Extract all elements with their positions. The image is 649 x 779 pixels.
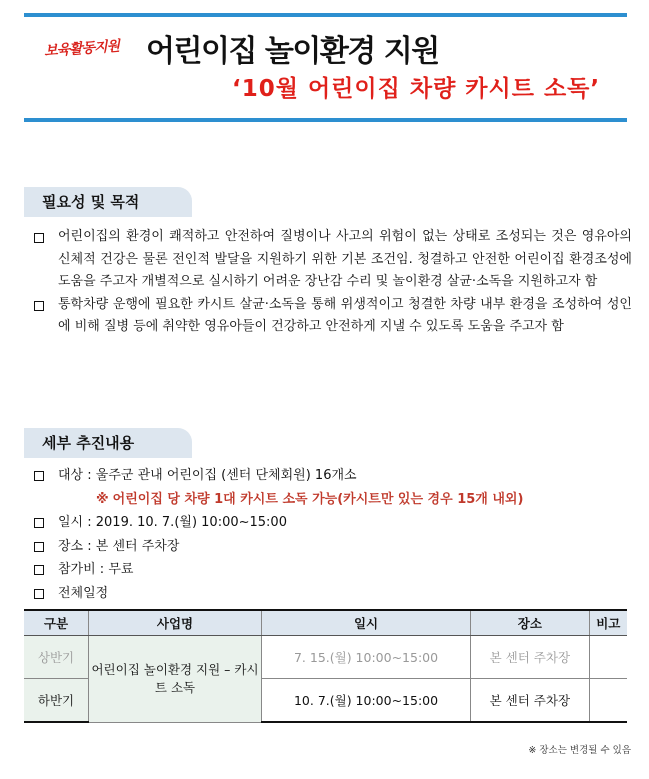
purpose-list (34, 226, 632, 339)
square-bullet-icon (34, 565, 44, 575)
list-item (34, 294, 632, 339)
note-item (34, 488, 523, 512)
brand-logo-text: 보육활동지원 (43, 38, 120, 60)
top-divider (24, 13, 627, 17)
footnote: ※ 장소는 변경될 수 있음 (528, 745, 631, 756)
page-subtitle: ‘10월 어린이집 차량 카시트 소독’ (232, 76, 601, 102)
table-row (24, 636, 627, 679)
square-bullet-icon (34, 589, 44, 599)
place-cell: 본 센터 주차장 (471, 679, 590, 723)
fee-text: 참가비 : 무료 (58, 562, 134, 577)
target-text: 대상 : 울주군 관내 어린이집 (센터 단체회원) 16개소 (58, 468, 357, 483)
datetime-cell: 7. 15.(월) 10:00~15:00 (262, 636, 471, 679)
column-header: 일시 (262, 610, 471, 636)
date-text: 일시 : 2019. 10. 7.(월) 10:00~15:00 (58, 515, 287, 530)
section-heading-purpose: 필요성 및 목적 (24, 187, 192, 217)
list-item (34, 511, 523, 535)
list-item (34, 226, 632, 294)
schedule-table (24, 609, 627, 723)
square-bullet-icon (34, 542, 44, 552)
square-bullet-icon (34, 233, 44, 243)
list-item-text: 어린이집의 환경이 쾌적하고 안전하여 질병이나 사고의 위험이 없는 상태로 조성되는 것은 영유아의 신체적 건강은 물론 전인적 발달을 지원하기 위한 기본 조건임. 청결하고 안전한 어린이집 환경조성에 도움을 주고자 개별적으로 실시하기 어려운 장난감 수리 및 놀이환경 살균·소독을 지원하고자 함 (58, 229, 632, 289)
section-heading-details: 세부 추진내용 (24, 428, 192, 458)
period-cell: 상반기 (24, 636, 89, 679)
header-divider (24, 118, 627, 122)
list-item (34, 558, 523, 582)
place-text: 장소 : 본 센터 주차장 (58, 538, 180, 554)
details-list (34, 464, 523, 605)
place-cell: 본 센터 주차장 (471, 636, 590, 679)
square-bullet-icon (34, 471, 44, 481)
list-item (34, 464, 523, 488)
square-bullet-icon (34, 518, 44, 528)
datetime-cell: 10. 7.(월) 10:00~15:00 (262, 679, 471, 723)
page-title: 어린이집 놀이환경 지원 (146, 34, 439, 69)
list-item (34, 535, 523, 559)
list-item (34, 582, 523, 606)
note-cell (589, 679, 627, 723)
period-cell: 하반기 (24, 679, 89, 723)
square-bullet-icon (34, 301, 44, 311)
note-text: 어린이집 당 차량 1대 카시트 소독 가능(카시트만 있는 경우 15개 내외) (112, 491, 524, 507)
project-cell: 어린이집 놀이환경 지원 – 카시트 소독 (89, 636, 262, 723)
list-item-text: 통학차량 운행에 필요한 카시트 살균·소독을 통해 위생적이고 청결한 차량 내부 환경을 조성하여 성인에 비해 질병 등에 취약한 영유아들이 건강하고 안전하게 지낼 수 있도록 도움을 주고자 함 (58, 296, 632, 334)
schedule-text: 전체일정 (58, 585, 109, 601)
column-header: 비고 (589, 610, 627, 636)
column-header: 구분 (24, 610, 89, 636)
column-header: 장소 (471, 610, 590, 636)
table-header-row (24, 610, 627, 636)
note-mark-icon: ※ (96, 491, 109, 507)
note-cell (589, 636, 627, 679)
column-header: 사업명 (89, 610, 262, 636)
